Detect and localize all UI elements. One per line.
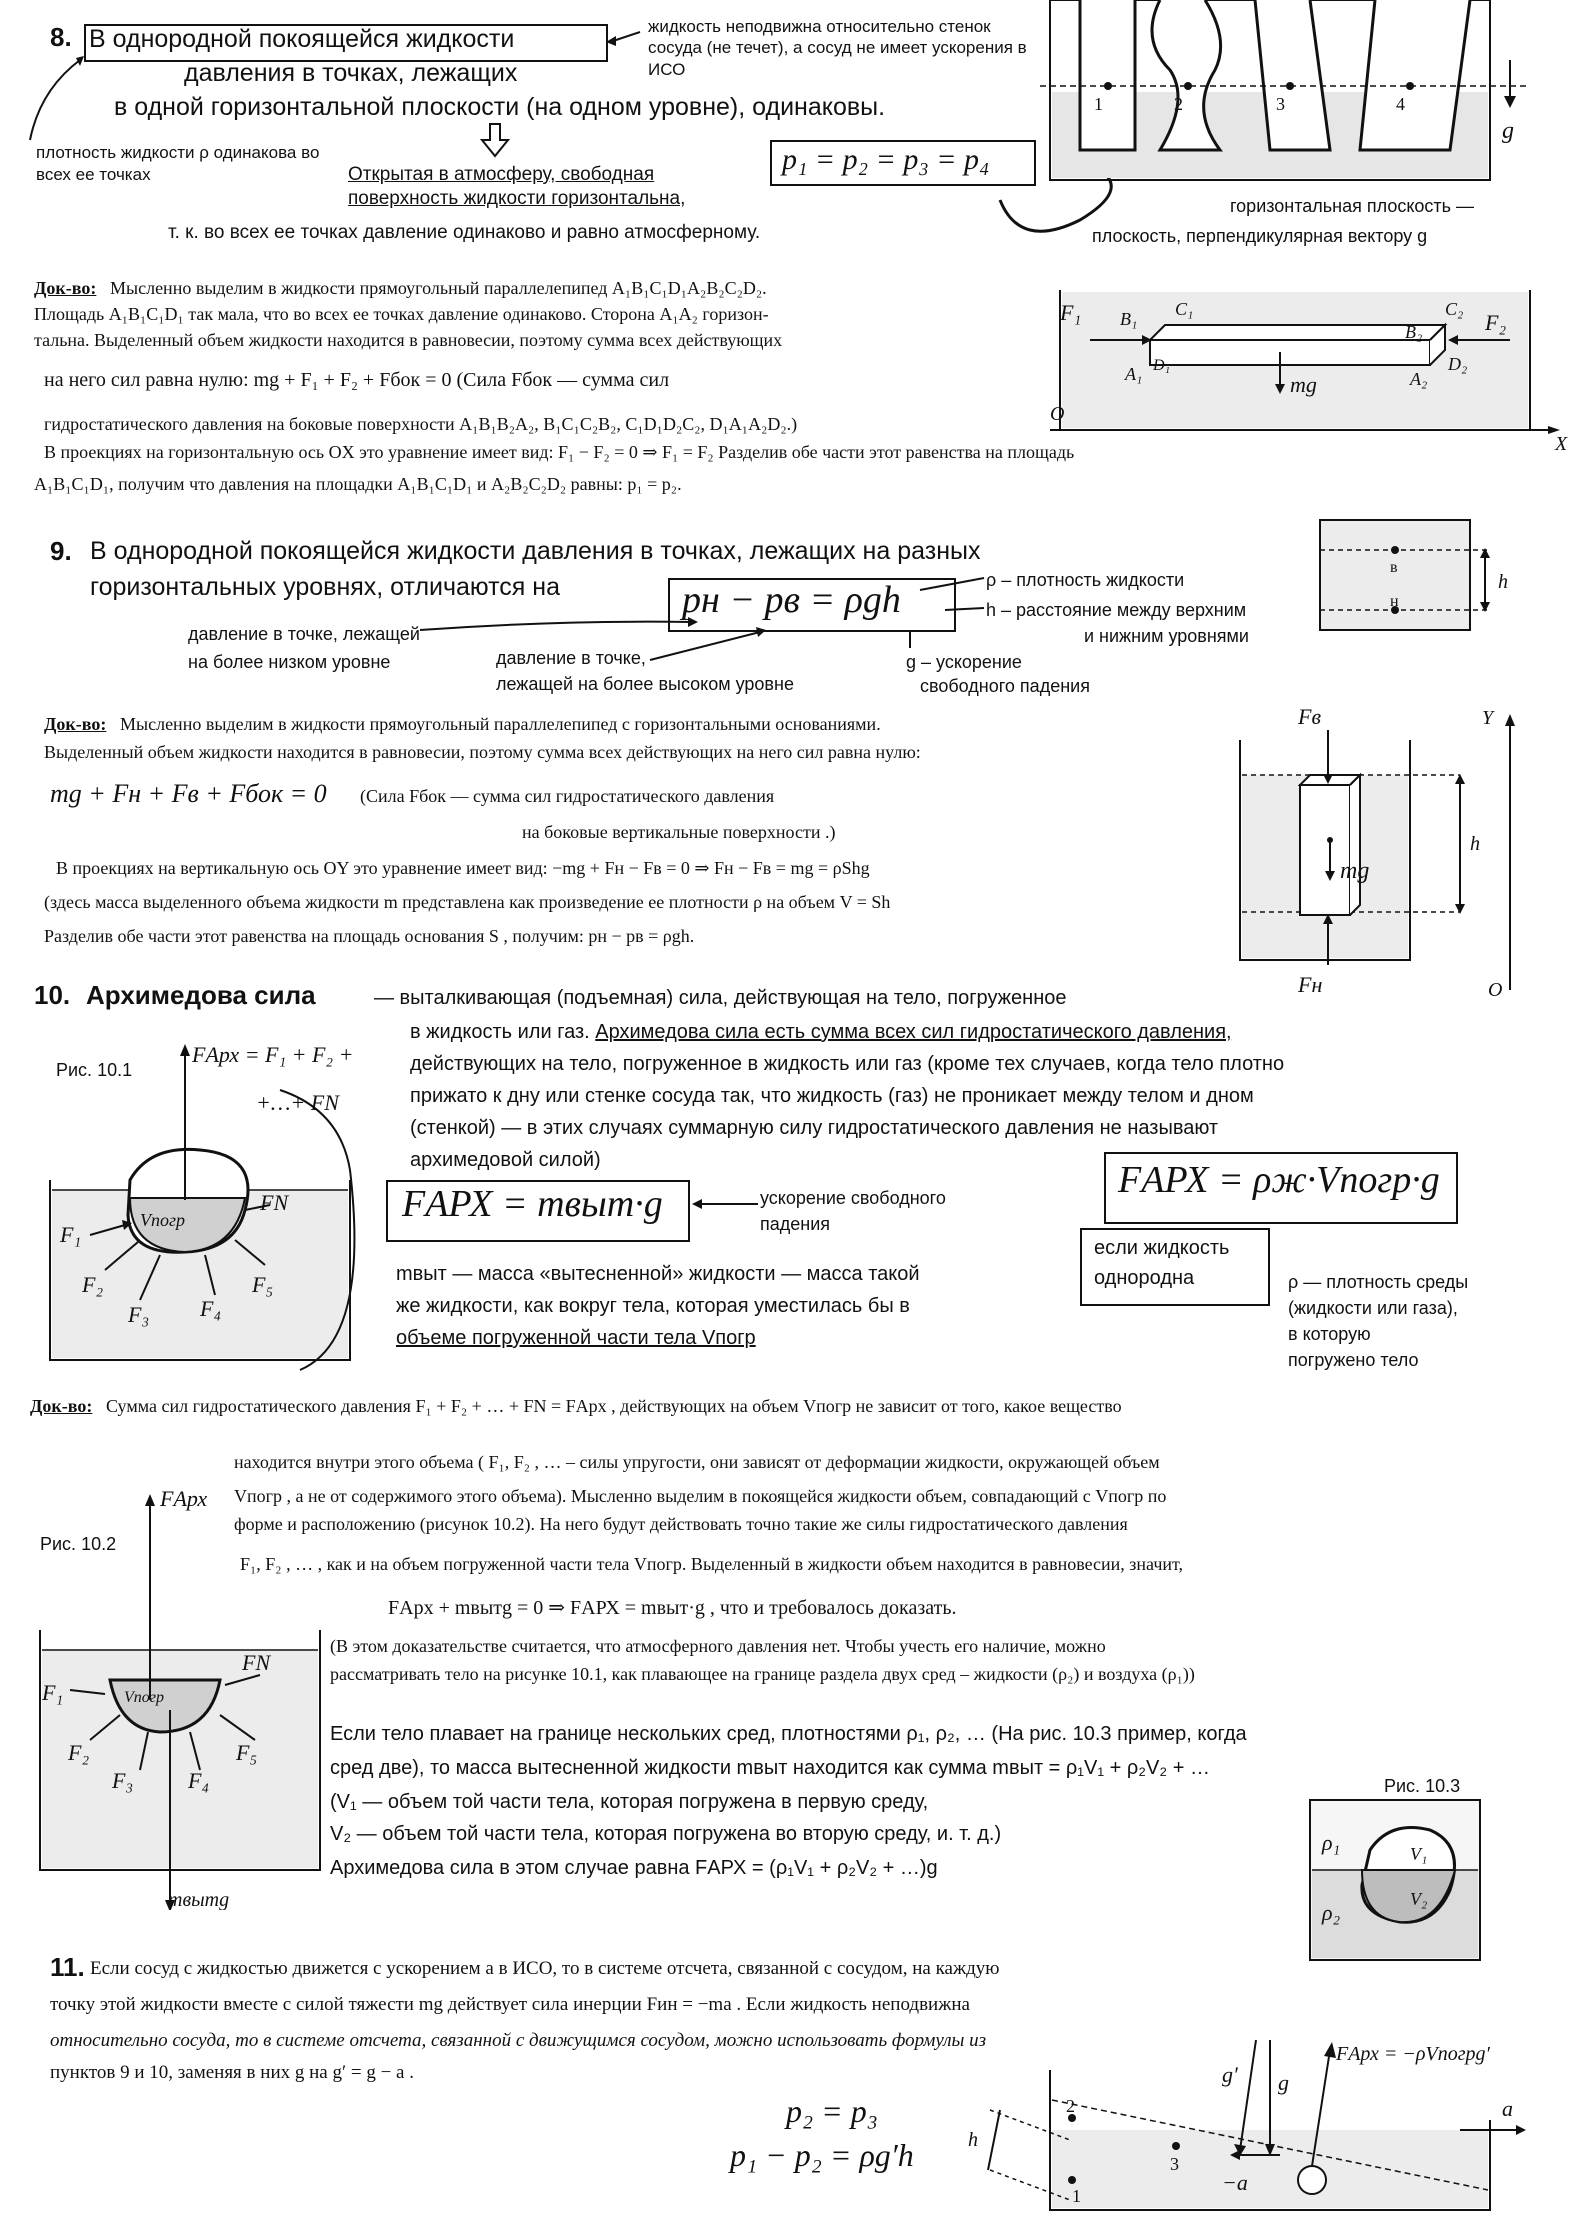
proof-8-line3: тальна. Выделенный объем жидкости находится в равновесии, поэтому сумма всех действующих <box>34 330 783 350</box>
rho-medium-line1: ρ — плотность среды <box>1288 1272 1469 1292</box>
proof-10-line7: (В этом доказательстве считается, что атмосферного давления нет. Чтобы учесть его наличие, можно <box>330 1636 1106 1656</box>
fig-10-3-caption: Рис. 10.3 <box>1384 1776 1461 1796</box>
fig10-f2: F₂ <box>82 1272 104 1297</box>
higher-pressure-line1: давление в точке, <box>496 648 646 668</box>
section-10-def5: (стенкой) — в этих случаях суммарную силу гидростатического давления не называют <box>410 1117 1219 1139</box>
fig9b-origin: O <box>1488 979 1503 1001</box>
section-11-formula1: p₂ = p₃ <box>786 2093 878 2129</box>
fig9-upper-point: в <box>1390 559 1398 576</box>
lower-pressure-line1: давление в точке, лежащей <box>188 624 420 644</box>
horizontal-plane-line2: плоскость, перпендикулярная вектору g <box>1092 226 1428 246</box>
mvyt-line1: mвыт — масса «вытесненной» жидкости — масса такой <box>396 1263 920 1285</box>
section-10-def2b: Архимедова сила есть сумма всех сил гидростатического давления, <box>595 1021 1232 1043</box>
section-10-def6: архимедовой силой) <box>410 1149 601 1171</box>
vertical-parallelepiped-figure <box>1220 700 1540 1010</box>
proof-8-line7: A₁B₁C₁D₁, получим что давления на площадки A₁B₁C₁D₁ и A₂B₂C₂D₂ равны: p₁ = p₂. <box>34 474 682 494</box>
proof-10-line5: F₁, F₂ , … , как и на объем погруженной части тела Vпогр. Выделенный в жидкости объем находится в равновесии, значит, <box>240 1554 1184 1574</box>
vessel-point-1: 1 <box>1094 94 1103 114</box>
lower-pressure-line2: на более низком уровне <box>188 652 391 672</box>
fig9-lower-point: н <box>1390 593 1399 610</box>
fig8-d2: D₂ <box>1448 354 1468 374</box>
section-11-line4: пунктов 9 и 10, заменяя в них g на g′ = g − a . <box>50 2062 414 2083</box>
section-10-def2a: в жидкость или газ. <box>410 1021 596 1043</box>
proof-8-line6: В проекциях на горизонтальную ось OX это уравнение имеет вид: F₁ − F₂ = 0 ⇒ F₁ = F₂ Разделив обе части этот равенства на площадь <box>44 442 1075 462</box>
vertical-levels-figure <box>1300 510 1530 640</box>
fig10-f1: F₁ <box>60 1222 82 1247</box>
fig8-mg: mg <box>1290 372 1317 397</box>
horizontal-parallelepiped-figure <box>1050 280 1570 460</box>
fig10c-v1: V₁ <box>1410 1844 1428 1864</box>
fig10-f3: F₃ <box>128 1302 150 1327</box>
fig-10-3-two-media <box>1300 1790 1500 1970</box>
higher-pressure-line2: лежащей на более высоком уровне <box>496 674 794 694</box>
accel-note-line1: ускорение свободного <box>760 1188 946 1208</box>
section-10-def4: прижато к дну или стенке сосуда так, что жидкость (газ) не проникает между телом и дном <box>410 1085 1254 1107</box>
fig9b-y-axis: Y <box>1482 707 1494 729</box>
section-8-number: 8. <box>50 22 72 52</box>
fig8-f1: F₁ <box>1060 300 1082 325</box>
fig10b-fn: FN <box>242 1650 271 1675</box>
fig11-a: a <box>1502 2096 1513 2121</box>
fig8-c1: C₁ <box>1175 299 1194 319</box>
communicating-vessels-figure <box>1040 0 1540 190</box>
accel-note-line2: падения <box>760 1214 831 1234</box>
fig10b-f2: F₂ <box>68 1740 90 1765</box>
formula-10-1: FАРХ = mвыт·g <box>402 1183 663 1225</box>
rho-definition: ρ – плотность жидкости <box>986 570 1185 590</box>
section-11-line3: относительно сосуда, то в системе отсчета, связанной с движущимся сосудом, можно использовать формулы из <box>50 2030 987 2051</box>
rho-medium-line3: в которую <box>1288 1324 1371 1344</box>
section-9-number: 9. <box>50 536 72 566</box>
formula-9: pн − pв = ρgh <box>682 579 901 621</box>
fig11-farx: FАрх = −ρVпогрg′ <box>1336 2043 1490 2065</box>
proof-9-line4: (здесь масса выделенного объема жидкости m представлена как произведение ее плотности ρ на объем V = Sh <box>44 892 891 912</box>
note-liquid-still: жидкость неподвижна относительно стенок сосуда (не течет), а сосуд не имеет ускорения в ИСО <box>648 17 1027 79</box>
mvyt-line2: же жидкости, как вокруг тела, которая уместилась бы в <box>396 1295 910 1317</box>
fig10b-f1: F₁ <box>42 1680 64 1705</box>
farx-sum-line1: FАрх = F₁ + F₂ + <box>192 1042 354 1067</box>
proof-8-line4: на него сил равна нулю: mg + F₁ + F₂ + Fбок = 0 (Сила Fбок — сумма сил <box>44 369 670 391</box>
fig8-a1: A₁ <box>1125 364 1143 384</box>
section-11-line2: точку этой жидкости вместе с силой тяжести mg действует сила инерции Fин = −ma . Если жидкость неподвижна <box>50 1994 970 2015</box>
accel-arrow <box>690 1190 770 1220</box>
proof-10-label: Док-во: <box>30 1396 93 1416</box>
proof-10-line2: находится внутри этого объема ( F₁, F₂ , … – силы упругости, они зависят от деформации жидкости, окружающей объем <box>234 1452 1160 1472</box>
multi-media-line1: Если тело плавает на границе нескольких сред, плотностями ρ₁, ρ₂, … (На рис. 10.3 пример, когда <box>330 1723 1247 1745</box>
fig8-b2: B₂ <box>1405 322 1423 342</box>
fig11-minus-a: −a <box>1222 2170 1248 2195</box>
vessel-point-3: 3 <box>1276 94 1285 114</box>
section-10-def1: — выталкивающая (подъемная) сила, действующая на тело, погруженное <box>374 987 1067 1009</box>
fig8-x-axis: X <box>1555 433 1568 455</box>
fig10c-rho2: ρ₂ <box>1322 1900 1341 1925</box>
fig10b-vpogr: Vпогр <box>124 1689 165 1706</box>
fig-10-2-caption: Рис. 10.2 <box>40 1534 117 1554</box>
vessel-point-4: 4 <box>1396 94 1405 114</box>
section-11-number: 11. <box>50 1952 85 1982</box>
open-surface-line2: поверхность жидкости горизонтальна, <box>348 188 686 209</box>
section-10-number: 10. <box>34 980 71 1010</box>
multi-media-line2: сред две), то масса вытесненной жидкости mвыт находится как сумма mвыт = ρ₁V₁ + ρ₂V₂ + … <box>330 1757 1210 1779</box>
rho-medium-line4: погружено тело <box>1288 1350 1419 1370</box>
proof-8-line5: гидростатического давления на боковые поверхности A₁B₁B₂A₂, B₁C₁C₂B₂, C₁D₁D₂C₂, D₁A₁A₂D₂.) <box>44 414 798 434</box>
proof-9-line5: Разделив обе части этот равенства на площадь основания S , получим: pн − pв = ρgh. <box>44 926 695 946</box>
fig10b-f5: F₅ <box>236 1740 258 1765</box>
proof-9-side-note2: на боковые вертикальные поверхности .) <box>522 822 836 842</box>
open-surface-line1: Открытая в атмосферу, свободная <box>348 164 655 185</box>
multi-media-line4: V₂ — объем той части тела, которая погружена во вторую среду, и. т. д.) <box>330 1823 1002 1845</box>
section-11-formula2: p₁ − p₂ = ρg′h <box>730 2137 914 2173</box>
g-definition-line1: g – ускорение <box>906 652 1022 672</box>
homogeneous-line1: если жидкость <box>1094 1237 1230 1259</box>
formula-10-2: FАРХ = ρж·Vпогр·g <box>1118 1159 1440 1201</box>
section-10-title: Архимедова сила <box>86 980 316 1010</box>
fig10b-mvytg: mвытg <box>168 1889 230 1910</box>
fig11-g-prime: g′ <box>1222 2062 1238 2087</box>
proof-10-line1: Сумма сил гидростатического давления F₁ + F₂ + … + FN = FАрх , действующих на объем Vпогр не зависит от того, какое вещество <box>106 1396 1122 1416</box>
mvyt-line3: объеме погруженной части тела Vпогр <box>396 1327 756 1349</box>
fig9b-mg: mg <box>1340 858 1370 884</box>
fig11-h: h <box>968 2129 978 2151</box>
fig10b-farx: FАрх <box>160 1486 208 1511</box>
fig9b-fv: Fв <box>1298 704 1321 729</box>
farx-sum-line2: +…+ FN <box>256 1090 339 1115</box>
proof-9-equation: mg + Fн + Fв + Fбок = 0 <box>50 779 327 808</box>
proof-8-label: Док-во: <box>34 278 97 298</box>
accelerating-vessel-figure <box>960 2030 1540 2230</box>
section-11-line1: Если сосуд с жидкостью движется с ускорением a в ИСО, то в системе отсчета, связанной с сосудом, на каждую <box>90 1958 1000 1979</box>
gravity-g-label: g <box>1502 118 1514 144</box>
rho-medium-line2: (жидкости или газа), <box>1288 1298 1458 1318</box>
vessel-point-2: 2 <box>1174 94 1183 114</box>
fig9b-h: h <box>1470 833 1480 855</box>
fig9b-fn: Fн <box>1298 972 1323 997</box>
section-9-line2: горизонтальных уровнях, отличаются на <box>90 573 560 601</box>
section-8-line1: В однородной покоящейся жидкости <box>89 25 515 53</box>
open-surface-line3: т. к. во всех ее точках давление одинаково и равно атмосферному. <box>168 222 761 243</box>
proof-10-line8: рассматривать тело на рисунке 10.1, как плавающее на границе раздела двух сред – жидкости (ρ₂) и воздуха (ρ₁)) <box>330 1664 1195 1684</box>
proof-9-side-note: (Сила Fбок — сумма сил гидростатического давления <box>360 786 775 806</box>
fig11-point-3: 3 <box>1170 2154 1179 2174</box>
fig8-c2: C₂ <box>1445 299 1464 319</box>
fig-10-1-caption: Рис. 10.1 <box>56 1060 133 1080</box>
horizontal-plane-line1: горизонтальная плоскость — <box>1230 196 1475 216</box>
proof-8-line1: Мысленно выделим в жидкости прямоугольный параллелепипед A₁B₁C₁D₁A₂B₂C₂D₂. <box>110 278 767 298</box>
fig10b-f3: F₃ <box>112 1768 134 1793</box>
section-10-def2 <box>410 1020 1232 1044</box>
fig8-a2: A₂ <box>1410 369 1428 389</box>
proof-10-line6: FАрх + mвытg = 0 ⇒ FАРХ = mвыт·g , что и требовалось доказать. <box>388 1597 957 1619</box>
h-definition-line1: h – расстояние между верхним <box>986 600 1247 620</box>
fig11-point-1: 1 <box>1072 2186 1081 2206</box>
fig10c-rho1: ρ₁ <box>1322 1830 1341 1855</box>
section-9-line1: В однородной покоящейся жидкости давления в точках, лежащих на разных <box>90 537 981 565</box>
multi-media-line3: (V₁ — объем той части тела, которая погружена в первую среду, <box>330 1791 929 1813</box>
proof-10-line4: форме и расположению (рисунок 10.2). На него будут действовать точно такие же силы гидростатического давления <box>234 1514 1128 1534</box>
fig10-vpogr: Vпогр <box>140 1210 186 1230</box>
section-10-def3: действующих на тело, погруженное в жидкость или газ (кроме тех случаев, когда тело плотно <box>410 1053 1285 1075</box>
proof-9-line2: Выделенный объем жидкости находится в равновесии, поэтому сумма всех действующих на него сил равна нулю: <box>44 742 921 762</box>
proof-9-line3: В проекциях на вертикальную ось OY это уравнение имеет вид: −mg + Fн − Fв = 0 ⇒ Fн − Fв = mg = ρShg <box>56 858 870 878</box>
fig9-h: h <box>1498 571 1508 593</box>
fig8-f2: F₂ <box>1485 310 1507 335</box>
proof-10-line3: Vпогр , а не от содержимого этого объема). Мысленно выделим в покоящейся жидкости объем, совпадающий с Vпогр по <box>234 1486 1167 1506</box>
proof-9-line1: Мысленно выделим в жидкости прямоугольный параллелепипед с горизонтальными основаниями. <box>120 714 881 734</box>
note-density-uniform: плотность жидкости ρ одинакова во всех ее точках <box>36 143 320 185</box>
fig10-f4: F₄ <box>200 1296 222 1321</box>
fig8-origin: O <box>1050 403 1065 425</box>
formula-8: p₁ = p₂ = p₃ = p₄ <box>782 143 990 176</box>
proof-8-line2: Площадь A₁B₁C₁D₁ так мала, что во всех ее точках давление одинаково. Сторона A₁A₂ горизон- <box>34 304 769 324</box>
g-definition-line2: свободного падения <box>920 676 1090 696</box>
fig10c-v2: V₂ <box>1410 1889 1428 1909</box>
fig10-fn: FN <box>260 1190 289 1215</box>
homogeneous-line2: однородна <box>1094 1267 1195 1289</box>
fig11-g: g <box>1278 2070 1289 2095</box>
proof-9-label: Док-во: <box>44 714 107 734</box>
multi-media-line5: Архимедова сила в этом случае равна FАРХ = (ρ₁V₁ + ρ₂V₂ + …)g <box>330 1857 938 1879</box>
fig10-f5: F₅ <box>252 1272 274 1297</box>
section-8-line3: в одной горизонтальной плоскости (на одном уровне), одинаковы. <box>114 93 886 121</box>
fig10b-f4: F₄ <box>188 1768 210 1793</box>
fig8-d1: D₁ <box>1153 357 1171 374</box>
fig8-b1: B₁ <box>1120 309 1138 329</box>
fig11-point-2: 2 <box>1066 2096 1075 2116</box>
section-9-pointer-arrows <box>0 560 1000 700</box>
h-definition-line2: и нижним уровнями <box>1084 626 1249 646</box>
section-8-line2: давления в точках, лежащих <box>184 59 518 87</box>
fig-10-2-imaginary-volume <box>20 1470 340 1910</box>
